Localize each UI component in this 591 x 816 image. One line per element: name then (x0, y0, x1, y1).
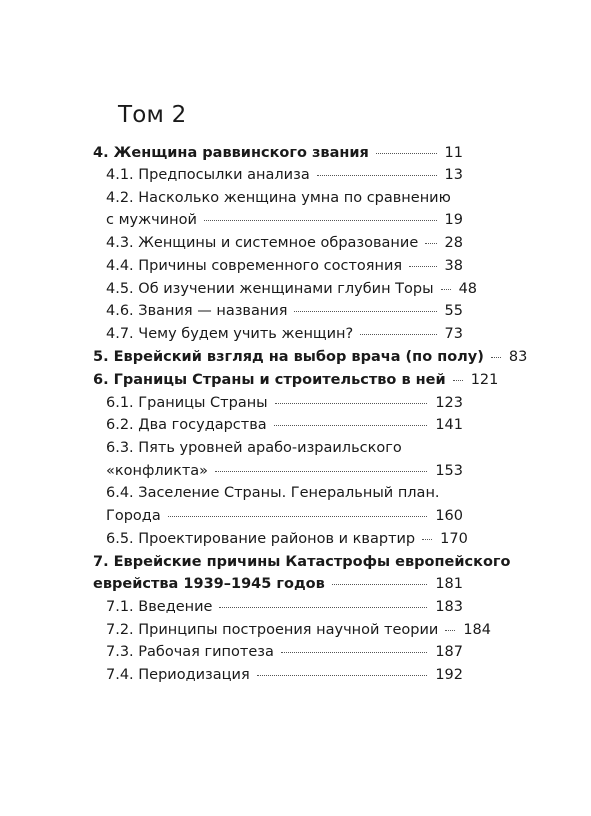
toc-entry-title: «конфликта» (106, 463, 209, 479)
dot-leader (360, 333, 436, 335)
dot-leader (275, 402, 428, 404)
dot-leader (219, 606, 427, 608)
toc-entry-title: 6.5. Проектирование районов и квартир (106, 531, 416, 547)
dot-leader (409, 265, 436, 267)
dot-leader (376, 152, 437, 154)
toc-chapter-7-line2[interactable] (93, 575, 463, 593)
toc-page-number: 121 (470, 372, 499, 388)
toc-entry-title: 4.1. Предпосылки анализа (106, 167, 310, 183)
toc-page-number: 183 (435, 599, 463, 615)
dot-leader (491, 356, 501, 358)
toc-chapter-7-line1[interactable] (93, 553, 510, 571)
toc-page-number: 48 (458, 281, 478, 297)
toc-section-6-4-line2[interactable] (106, 507, 463, 525)
toc-entry-title: 7. Еврейские причины Катастрофы европейского (93, 554, 511, 570)
dot-leader (317, 174, 437, 176)
toc-section-4-4[interactable] (106, 257, 463, 275)
toc-page-number: 73 (444, 326, 463, 342)
toc-section-4-3[interactable] (106, 234, 463, 252)
toc-page-number: 141 (435, 417, 463, 433)
toc-entry-title: 6.2. Два государства (106, 417, 267, 433)
toc-section-4-7[interactable] (106, 325, 463, 343)
toc-page-number: 55 (444, 303, 463, 319)
toc-page-number: 153 (435, 463, 463, 479)
toc-entry-title: еврейства 1939–1945 годов (93, 576, 325, 592)
toc-entry-title: 4.5. Об изучении женщинами глубин Торы (106, 281, 434, 297)
toc-entry-title: 4. Женщина раввинского звания (93, 145, 369, 161)
toc-section-7-2[interactable] (106, 621, 491, 639)
dot-leader (294, 310, 436, 312)
dot-leader (332, 583, 428, 585)
dot-leader (215, 470, 427, 472)
toc-section-7-3[interactable] (106, 643, 463, 661)
toc-section-4-1[interactable] (106, 166, 463, 184)
toc-section-4-6[interactable] (106, 302, 463, 320)
dot-leader (425, 242, 436, 244)
toc-chapter-5[interactable] (93, 348, 528, 366)
toc-chapter-4[interactable] (93, 144, 463, 162)
toc-page-number: 19 (444, 212, 463, 228)
toc-entry-title: 4.3. Женщины и системное образование (106, 235, 419, 251)
toc-entry-title: 7.4. Периодизация (106, 667, 250, 683)
toc-page-number: 192 (435, 667, 463, 683)
toc-section-7-1[interactable] (106, 598, 463, 616)
dot-leader (257, 674, 428, 676)
toc-entry-title: 6. Границы Страны и строительство в ней (93, 372, 446, 388)
toc-entry-title: 4.7. Чему будем учить женщин? (106, 326, 354, 342)
toc-entry-title: 4.4. Причины современного состояния (106, 258, 403, 274)
toc-entry-title: 5. Еврейский взгляд на выбор врача (по полу) (93, 349, 484, 365)
toc-page-number: 28 (444, 235, 463, 251)
toc-page-number: 83 (508, 349, 528, 365)
toc-section-6-4-line1[interactable] (106, 484, 440, 502)
toc-page-number: 184 (463, 622, 491, 638)
toc-entry-title: 7.1. Введение (106, 599, 213, 615)
toc-page-number: 11 (444, 145, 463, 161)
toc-section-7-4[interactable] (106, 666, 463, 684)
toc-entry-title: с мужчиной (106, 212, 197, 228)
toc-page-number: 181 (435, 576, 463, 592)
toc-page-number: 38 (444, 258, 463, 274)
toc-chapter-6[interactable] (93, 371, 499, 389)
toc-section-4-2-line1[interactable] (106, 189, 451, 207)
dot-leader (204, 219, 437, 221)
toc-entry-title: Города (106, 508, 161, 524)
toc-entry-title: 6.1. Границы Страны (106, 395, 268, 411)
toc-page-number: 187 (435, 644, 463, 660)
toc-section-6-3-line1[interactable] (106, 439, 402, 457)
toc-section-6-2[interactable] (106, 416, 463, 434)
toc-page-number: 123 (435, 395, 463, 411)
toc-page-number: 170 (440, 531, 468, 547)
dot-leader (422, 538, 432, 540)
dot-leader (453, 379, 463, 381)
toc-section-4-2-line2[interactable] (106, 211, 463, 229)
toc-entry-title: 4.2. Насколько женщина умна по сравнению (106, 190, 451, 206)
toc-section-6-5[interactable] (106, 530, 468, 548)
dot-leader (441, 288, 451, 290)
dot-leader (445, 629, 455, 631)
toc-entry-title: 7.3. Рабочая гипотеза (106, 644, 274, 660)
toc-entry-title: 7.2. Принципы построения научной теории (106, 622, 439, 638)
toc-entry-title: 4.6. Звания — названия (106, 303, 288, 319)
dot-leader (168, 515, 428, 517)
toc-entry-title: 6.3. Пять уровней арабо-израильского (106, 440, 402, 456)
toc-section-4-5[interactable] (106, 280, 478, 298)
dot-leader (274, 424, 428, 426)
toc-section-6-3-line2[interactable] (106, 462, 463, 480)
dot-leader (281, 651, 427, 653)
toc-section-6-1[interactable] (106, 394, 463, 412)
toc-page-number: 160 (435, 508, 463, 524)
toc-entry-title: 6.4. Заселение Страны. Генеральный план. (106, 485, 440, 501)
page-title: Том 2 (118, 102, 187, 128)
toc-page-number: 13 (444, 167, 463, 183)
